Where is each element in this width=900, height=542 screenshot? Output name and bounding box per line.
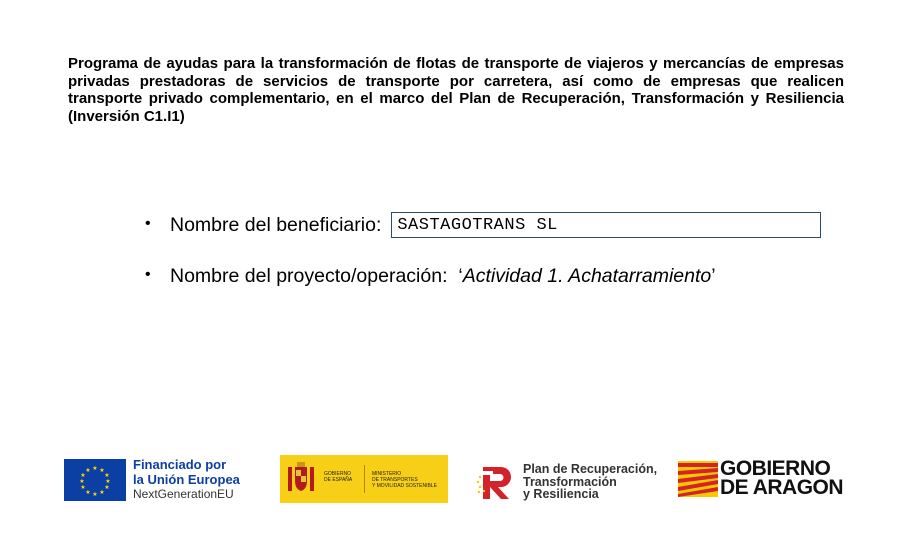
svg-text:★: ★: [85, 489, 91, 496]
logo-strip: [0, 455, 900, 505]
svg-text:★: ★: [80, 472, 86, 479]
gobierno-espana-logo: [280, 455, 448, 503]
gobierno-espana-line2: DE ESPAÑA: [324, 477, 353, 483]
spain-coat-of-arms-icon: [286, 461, 316, 497]
eu-line1: Financiado por: [133, 457, 227, 472]
eu-line2: la Unión Europea: [133, 472, 240, 487]
aragon-logo-text: [720, 459, 843, 497]
details-list: [145, 210, 821, 291]
gobierno-espana-text: [324, 471, 352, 483]
prtr-line2: Transformación: [523, 474, 617, 489]
eu-flag-icon: [64, 459, 126, 501]
project-close-quote: ’: [711, 264, 716, 287]
svg-text:★: ★: [105, 478, 111, 485]
svg-text:★: ★: [79, 478, 85, 485]
program-description: Programa de ayudas para la transformación de flotas de transporte de viajeros y mercancías de empresas privadas prestadoras de servicios de transporte por carretera, así como de empresas que realicen transporte privado complementario, en el marco del Plan de Recuperación, Transformación y Resiliencia (Inversión C1.I1): [68, 55, 844, 125]
ministry-text: [372, 471, 437, 489]
project-value: Actividad 1. Achatarramiento: [462, 264, 712, 287]
project-open-quote: ‘: [458, 264, 463, 287]
svg-text:★: ★: [80, 484, 86, 491]
beneficiary-label: • Nombre del beneficiario:: [170, 213, 382, 236]
project-item: [145, 261, 821, 291]
svg-text:★: ★: [92, 465, 98, 472]
prtr-line1: Plan de Recuperación,: [523, 462, 658, 476]
gobierno-espana-separator: [364, 465, 365, 493]
ministry-line2: DE TRANSPORTES: [372, 477, 418, 483]
svg-text:★: ★: [99, 489, 105, 496]
svg-text:★: ★: [104, 472, 110, 479]
svg-text:★: ★: [85, 467, 91, 474]
gobierno-espana-line1: GOBIERNO: [324, 471, 351, 477]
aragon-flag-icon: [678, 461, 718, 497]
eu-logo-text: [133, 457, 240, 502]
aragon-line2: DE ARAGON: [720, 476, 844, 499]
aragon-line1: GOBIERNO: [720, 457, 831, 480]
prtr-line3: y Resiliencia: [523, 487, 599, 501]
svg-text:★: ★: [99, 467, 105, 474]
project-label: • Nombre del proyecto/operación:: [170, 264, 448, 287]
ministry-line1: MINISTERIO: [372, 471, 402, 477]
prtr-logo-icon: [475, 459, 517, 501]
eu-line3: NextGenerationEU: [133, 487, 234, 501]
svg-text:★: ★: [104, 484, 110, 491]
ministry-line3: Y MOVILIDAD SOSTENIBLE: [372, 483, 437, 489]
prtr-logo-text: [523, 463, 657, 501]
beneficiary-item: [145, 210, 821, 240]
svg-text:★: ★: [92, 491, 98, 498]
beneficiary-field[interactable]: SASTAGOTRANS SL: [391, 212, 821, 238]
